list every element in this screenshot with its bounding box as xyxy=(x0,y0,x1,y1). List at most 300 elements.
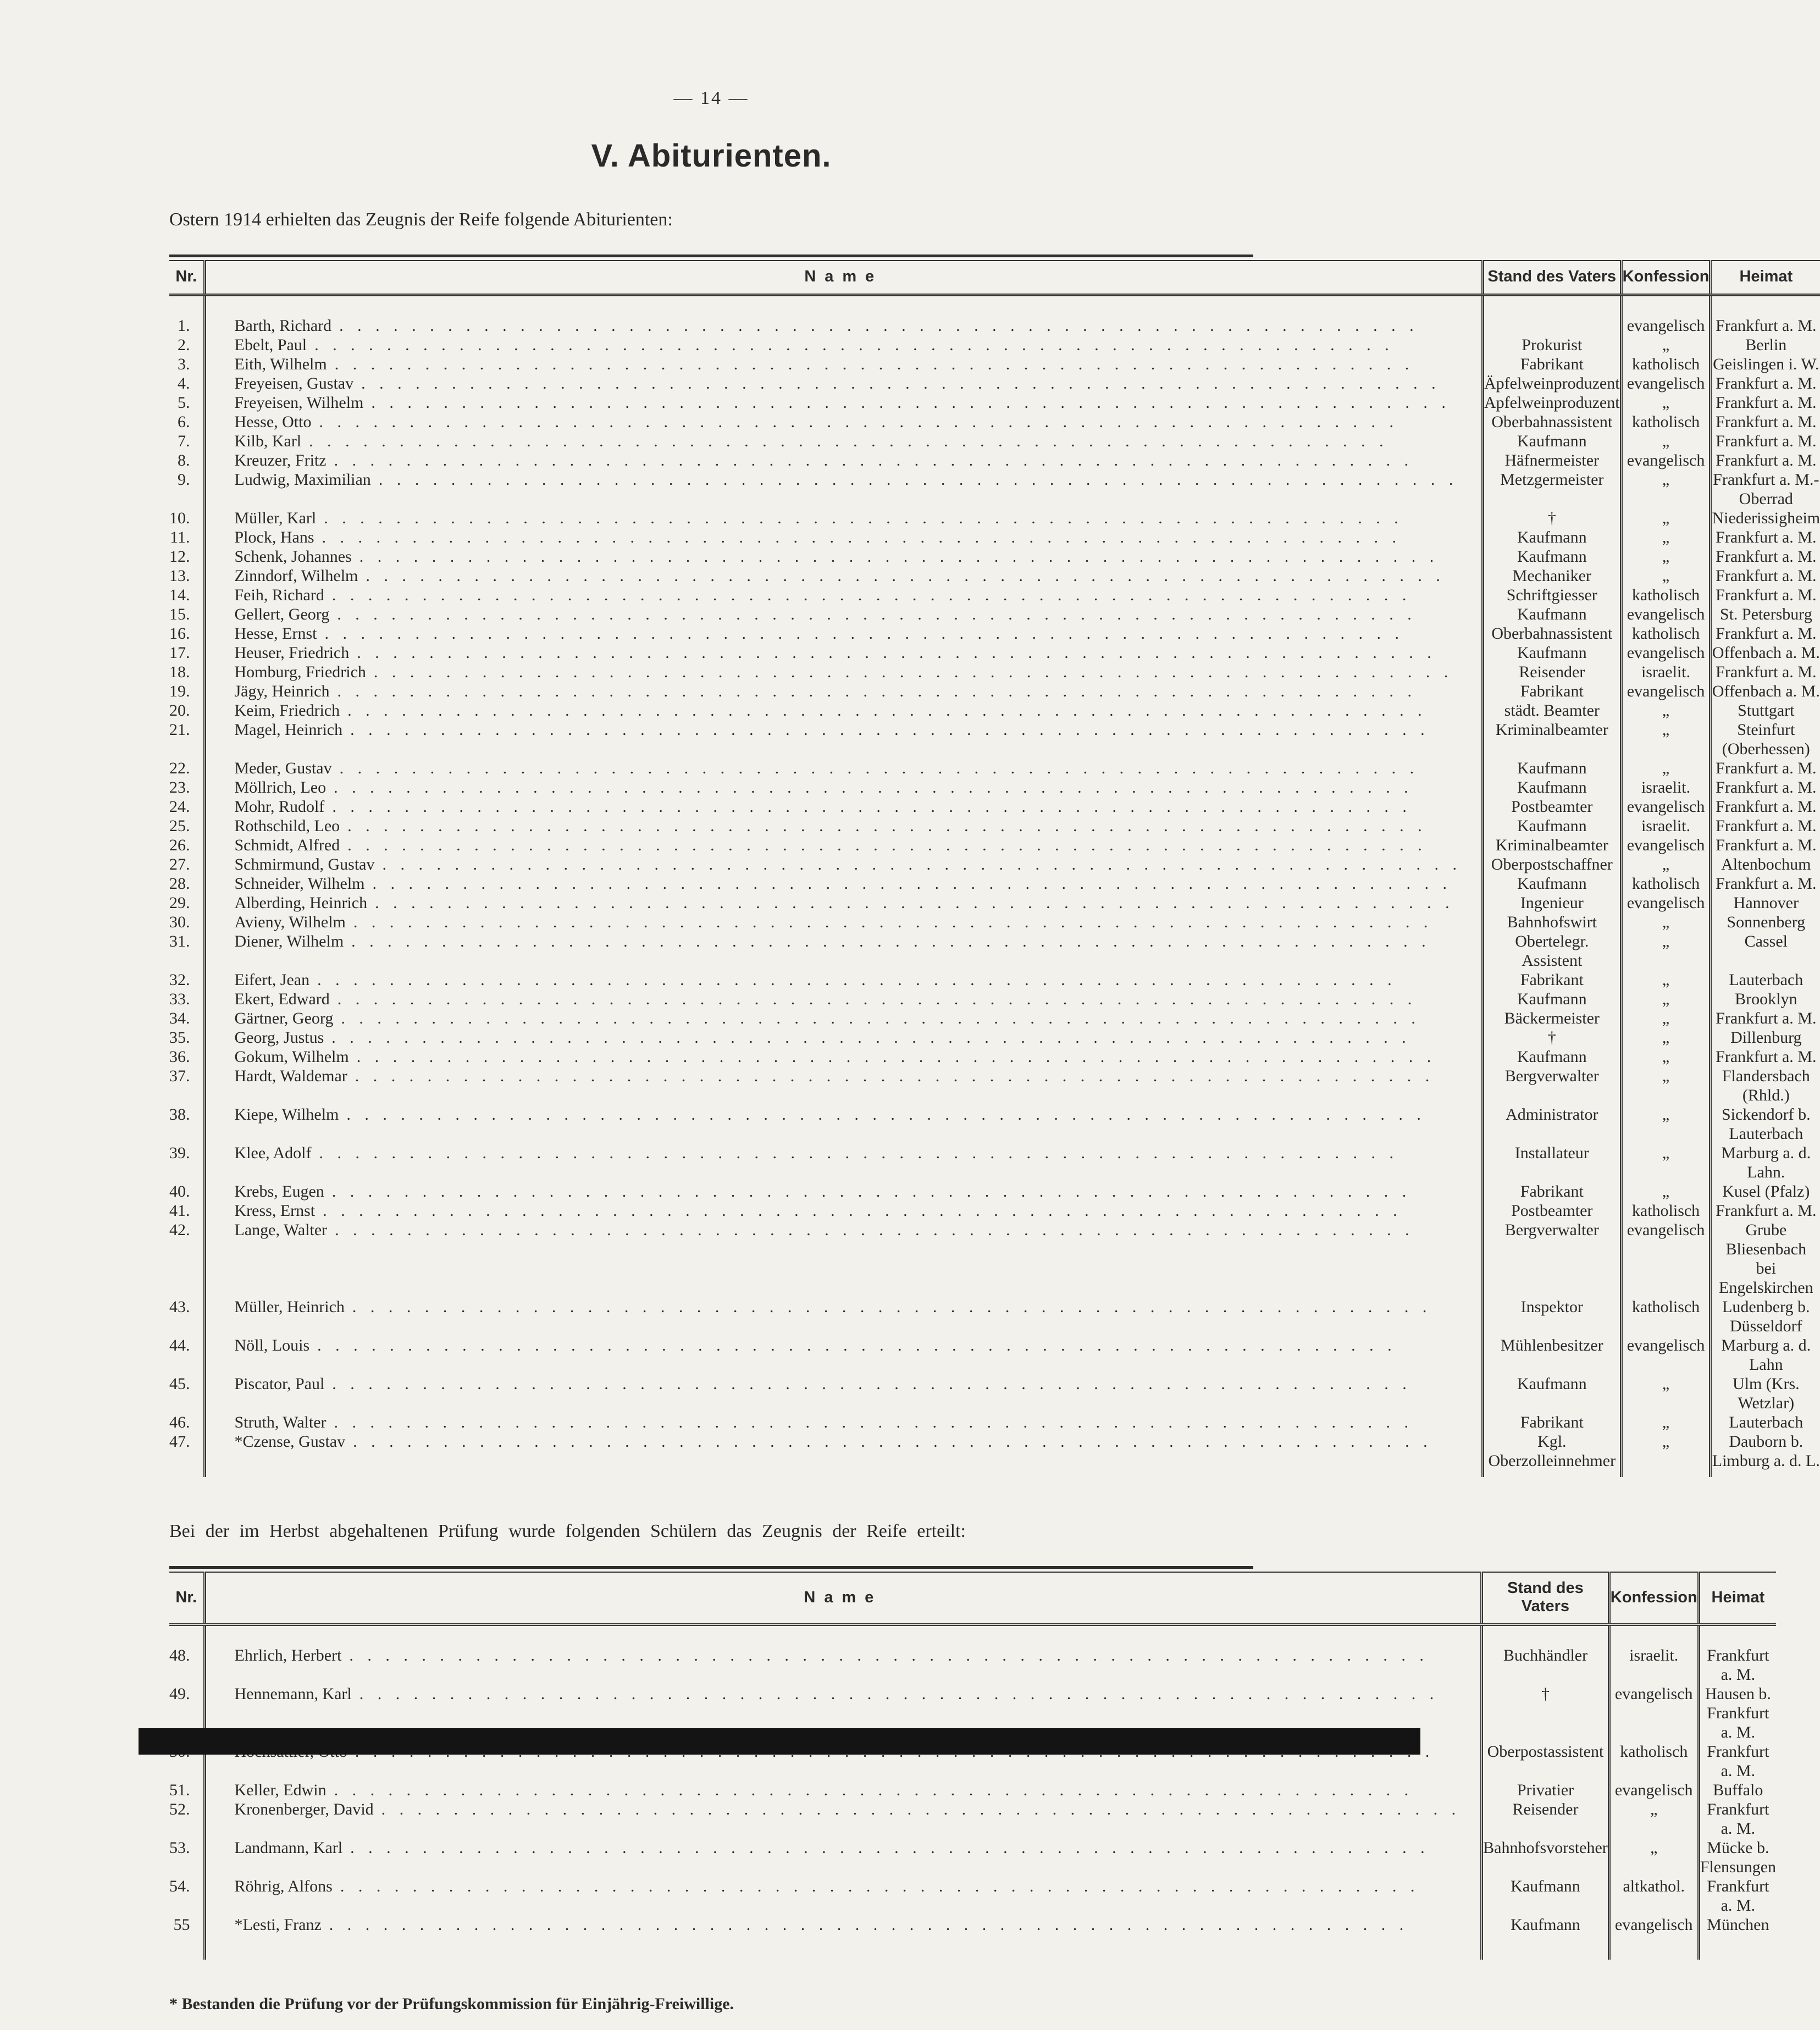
hometown: Frankfurt a. M. xyxy=(1711,662,1820,682)
student-name: Kress, Ernst xyxy=(234,1202,316,1220)
student-name: Barth, Richard xyxy=(234,317,332,335)
table-row xyxy=(169,643,1820,662)
hometown: Lauterbach xyxy=(1711,1413,1820,1432)
row-number: 49. xyxy=(169,1685,190,1703)
table-row xyxy=(169,720,1820,759)
table-row xyxy=(169,1182,1820,1201)
dot-leader xyxy=(309,1336,1462,1355)
name-cell xyxy=(204,1877,1482,1915)
column-header-heimat: Heimat xyxy=(1711,261,1820,295)
student-name: Ludwig, Maximilian xyxy=(234,471,371,489)
name-cell xyxy=(204,816,1483,836)
dot-leader xyxy=(311,1143,1462,1163)
dot-leader xyxy=(322,1915,1461,1934)
student-name: Ekert, Edward xyxy=(234,990,330,1008)
student-name: Ebelt, Paul xyxy=(234,336,307,354)
father-occupation: städt. Beamter xyxy=(1483,701,1622,720)
student-name: Jägy, Heinrich xyxy=(234,682,330,700)
table-row xyxy=(169,528,1820,547)
father-occupation: Ingenieur xyxy=(1483,893,1622,912)
hometown: Mücke b. Flensungen xyxy=(1699,1838,1776,1877)
confession: katholisch xyxy=(1621,624,1711,643)
father-occupation: Mechaniker xyxy=(1483,566,1622,585)
hometown: Offenbach a. M. xyxy=(1711,643,1820,662)
dot-leader xyxy=(326,778,1462,797)
student-name: Röhrig, Alfons xyxy=(234,1877,333,1895)
row-number: 45. xyxy=(169,1375,190,1393)
dot-leader xyxy=(311,412,1462,432)
name-cell xyxy=(204,566,1483,585)
father-occupation: Kaufmann xyxy=(1483,643,1622,662)
father-occupation: Bäckermeister xyxy=(1483,1009,1622,1028)
dot-leader xyxy=(352,547,1462,566)
row-number: 55 xyxy=(173,1916,190,1934)
dot-leader xyxy=(375,855,1462,874)
student-name: Piscator, Paul xyxy=(234,1375,325,1393)
column-header-name: Name xyxy=(204,1572,1482,1625)
table-row xyxy=(169,1432,1820,1477)
student-name: Möllrich, Leo xyxy=(234,778,327,796)
name-cell xyxy=(204,989,1483,1009)
father-occupation: Administrator xyxy=(1483,1105,1622,1143)
hometown: Frankfurt a. M. xyxy=(1711,778,1820,797)
father-occupation: Kriminalbeamter xyxy=(1483,836,1622,855)
row-number: 19. xyxy=(169,682,190,700)
confession: evangelisch xyxy=(1621,295,1711,336)
row-number: 47. xyxy=(169,1432,190,1451)
dot-leader xyxy=(330,989,1462,1009)
table-row xyxy=(169,1838,1776,1877)
name-cell xyxy=(204,1028,1483,1047)
confession: „ xyxy=(1621,432,1711,451)
row-number: 52. xyxy=(169,1800,190,1818)
name-cell xyxy=(204,1182,1483,1201)
name-cell xyxy=(204,432,1483,451)
dot-leader xyxy=(374,1800,1461,1819)
father-occupation: Kaufmann xyxy=(1483,989,1622,1009)
dot-leader xyxy=(332,759,1462,778)
table-row xyxy=(169,701,1820,720)
column-header-stand: Stand des Vaters xyxy=(1482,1572,1609,1625)
scan-artifact-bar xyxy=(139,1728,1420,1755)
dot-leader xyxy=(339,1105,1462,1124)
dot-leader xyxy=(352,1684,1461,1703)
confession: „ xyxy=(1621,720,1711,759)
table-row xyxy=(169,1028,1820,1047)
father-occupation xyxy=(1483,295,1622,336)
hometown: Frankfurt a. M. xyxy=(1711,797,1820,816)
hometown: Frankfurt a. M. xyxy=(1711,451,1820,470)
table-row xyxy=(169,1336,1820,1374)
name-cell xyxy=(204,624,1483,643)
dot-leader xyxy=(316,508,1462,528)
row-number: 20. xyxy=(169,701,190,720)
father-occupation: Kaufmann xyxy=(1482,1915,1609,1960)
dot-leader xyxy=(329,605,1462,624)
row-number: 26. xyxy=(169,836,190,854)
confession: „ xyxy=(1621,566,1711,585)
name-cell xyxy=(204,643,1483,662)
dot-leader xyxy=(371,470,1462,489)
confession: katholisch xyxy=(1621,1297,1711,1336)
table-row xyxy=(169,1780,1776,1800)
father-occupation: Mühlenbesitzer xyxy=(1483,1336,1622,1374)
dot-leader xyxy=(324,797,1462,816)
student-name: Meder, Gustav xyxy=(234,759,332,777)
autumn-table-header xyxy=(169,1572,1776,1625)
student-name: Feih, Richard xyxy=(234,586,324,604)
table-row xyxy=(169,374,1820,393)
row-number: 42. xyxy=(169,1221,190,1239)
row-number: 44. xyxy=(169,1336,190,1354)
dot-leader xyxy=(346,912,1462,932)
table-row xyxy=(169,1877,1776,1915)
student-name: Alberding, Heinrich xyxy=(234,894,368,912)
row-number: 5. xyxy=(178,394,190,412)
column-header-name: Name xyxy=(204,261,1483,295)
hometown: Sickendorf b. Lauterbach xyxy=(1711,1105,1820,1143)
dot-leader xyxy=(307,335,1462,355)
name-cell xyxy=(204,1780,1482,1800)
father-occupation: Kaufmann xyxy=(1483,605,1622,624)
student-name: Kilb, Karl xyxy=(234,432,302,450)
dot-leader xyxy=(314,528,1462,547)
student-name: Zinndorf, Wilhelm xyxy=(234,567,358,585)
student-name: Struth, Walter xyxy=(234,1413,327,1431)
confession: „ xyxy=(1621,970,1711,989)
row-number: 36. xyxy=(169,1048,190,1066)
hometown: Frankfurt a. M. xyxy=(1711,836,1820,855)
hometown: Frankfurt a. M. xyxy=(1711,374,1820,393)
father-occupation: Bergverwalter xyxy=(1483,1220,1622,1297)
dot-leader xyxy=(327,355,1462,374)
confession: „ xyxy=(1621,508,1711,528)
row-number: 1. xyxy=(178,317,190,335)
student-name: *Czense, Gustav xyxy=(234,1432,346,1451)
dot-leader xyxy=(364,874,1462,893)
confession: evangelisch xyxy=(1621,893,1711,912)
hometown: Frankfurt a. M. xyxy=(1699,1800,1776,1838)
row-number: 35. xyxy=(169,1028,190,1047)
row-number: 4. xyxy=(178,374,190,392)
hometown: Frankfurt a. M. xyxy=(1711,1201,1820,1220)
father-occupation: Kaufmann xyxy=(1483,432,1622,451)
student-name: Hesse, Ernst xyxy=(234,624,317,643)
table-row xyxy=(169,566,1820,585)
hometown: Frankfurt a. M. xyxy=(1711,432,1820,451)
row-number: 48. xyxy=(169,1646,190,1664)
table-row xyxy=(169,355,1820,374)
dot-leader xyxy=(349,643,1462,662)
father-occupation: Oberbahnassistent xyxy=(1483,624,1622,643)
father-occupation: Häfnermeister xyxy=(1483,451,1622,470)
name-cell xyxy=(204,393,1483,412)
father-occupation: Bahnhofswirt xyxy=(1483,912,1622,932)
hometown: Kusel (Pfalz) xyxy=(1711,1182,1820,1201)
confession: evangelisch xyxy=(1621,605,1711,624)
dot-leader xyxy=(324,1028,1462,1047)
row-number: 38. xyxy=(169,1105,190,1124)
father-occupation: Prokurist xyxy=(1483,335,1622,355)
student-name: Keim, Friedrich xyxy=(234,701,340,720)
easter-table xyxy=(169,260,1820,1477)
hometown: Dauborn b. Limburg a. d. L. xyxy=(1711,1432,1820,1477)
confession: evangelisch xyxy=(1621,1220,1711,1297)
dot-leader xyxy=(327,1780,1461,1800)
student-name: Müller, Karl xyxy=(234,509,317,527)
dot-leader xyxy=(340,701,1462,720)
name-cell xyxy=(204,1105,1483,1143)
row-number: 22. xyxy=(169,759,190,777)
hometown: Ulm (Krs. Wetzlar) xyxy=(1711,1374,1820,1413)
name-cell xyxy=(204,970,1483,989)
table-row xyxy=(169,432,1820,451)
table-row xyxy=(169,970,1820,989)
name-cell xyxy=(204,1220,1483,1297)
row-number: 46. xyxy=(169,1413,190,1431)
father-occupation: Oberpostassistent xyxy=(1482,1742,1609,1780)
father-occupation: Kaufmann xyxy=(1482,1877,1609,1915)
name-cell xyxy=(204,412,1483,432)
table-row xyxy=(169,412,1820,432)
table-row xyxy=(169,624,1820,643)
name-cell xyxy=(204,1800,1482,1838)
dot-leader xyxy=(324,585,1462,605)
name-cell xyxy=(204,1374,1483,1413)
hometown: Flandersbach (Rhld.) xyxy=(1711,1066,1820,1105)
hometown: Cassel xyxy=(1711,932,1820,970)
hometown: Frankfurt a. M. xyxy=(1711,295,1820,336)
name-cell xyxy=(204,836,1483,855)
hometown: Dillenburg xyxy=(1711,1028,1820,1047)
student-name: Hardt, Waldemar xyxy=(234,1067,347,1085)
confession: „ xyxy=(1621,701,1711,720)
name-cell xyxy=(204,1915,1482,1960)
hometown: Sonnenberg xyxy=(1711,912,1820,932)
dot-leader xyxy=(324,1374,1462,1393)
student-name: Freyeisen, Wilhelm xyxy=(234,394,364,412)
hometown: Brooklyn xyxy=(1711,989,1820,1009)
confession: „ xyxy=(1621,912,1711,932)
hometown: Hannover xyxy=(1711,893,1820,912)
confession: katholisch xyxy=(1621,874,1711,893)
row-number: 8. xyxy=(178,451,190,469)
confession: israelit. xyxy=(1621,816,1711,836)
name-cell xyxy=(204,778,1483,797)
table-row xyxy=(169,893,1820,912)
dot-leader xyxy=(347,1066,1462,1086)
father-occupation: Kaufmann xyxy=(1483,528,1622,547)
student-name: Gellert, Georg xyxy=(234,605,330,623)
row-number: 18. xyxy=(169,663,190,681)
confession: evangelisch xyxy=(1609,1915,1699,1960)
table-row xyxy=(169,855,1820,874)
hometown: Frankfurt a. M. xyxy=(1711,816,1820,836)
dot-leader xyxy=(342,1838,1461,1857)
table-row xyxy=(169,1047,1820,1066)
row-number: 43. xyxy=(169,1298,190,1316)
easter-table-header xyxy=(169,261,1820,295)
confession: israelit. xyxy=(1621,778,1711,797)
hometown: Ludenberg b. Düsseldorf xyxy=(1711,1297,1820,1336)
confession: evangelisch xyxy=(1621,451,1711,470)
confession: evangelisch xyxy=(1621,374,1711,393)
student-name: Hesse, Otto xyxy=(234,413,312,431)
table-row xyxy=(169,335,1820,355)
table-row xyxy=(169,662,1820,682)
hometown: Altenbochum xyxy=(1711,855,1820,874)
dot-leader xyxy=(342,720,1462,739)
father-occupation: Reisender xyxy=(1482,1800,1609,1838)
row-number: 30. xyxy=(169,913,190,931)
father-occupation: Kriminalbeamter xyxy=(1483,720,1622,759)
name-cell xyxy=(204,797,1483,816)
table-row xyxy=(169,1220,1820,1297)
hometown: Frankfurt a. M. xyxy=(1699,1742,1776,1780)
hometown: Grube Bliesenbach bei Engelskirchen xyxy=(1711,1220,1820,1297)
confession: „ xyxy=(1621,335,1711,355)
dot-leader xyxy=(358,566,1462,585)
student-name: Keller, Edwin xyxy=(234,1781,327,1799)
student-name: Eith, Wilhelm xyxy=(234,355,327,373)
hometown: Frankfurt a. M. xyxy=(1699,1625,1776,1685)
table-row xyxy=(169,778,1820,797)
father-occupation: Kaufmann xyxy=(1483,547,1622,566)
confession: evangelisch xyxy=(1621,682,1711,701)
easter-table-body xyxy=(169,295,1820,1478)
intro-autumn: Bei der im Herbst abgehaltenen Prüfung wurde folgenden Schülern das Zeugnis der Reife erteilt: xyxy=(169,1521,966,1541)
father-occupation: Metzgermeister xyxy=(1483,470,1622,508)
name-cell xyxy=(204,335,1483,355)
row-number: 37. xyxy=(169,1067,190,1085)
father-occupation: Apfelweinproduzent xyxy=(1483,393,1622,412)
table-row xyxy=(169,1009,1820,1028)
table-row xyxy=(169,682,1820,701)
hometown: Frankfurt a. M. xyxy=(1711,624,1820,643)
hometown: Frankfurt a. M. xyxy=(1711,566,1820,585)
dot-leader xyxy=(363,393,1462,412)
father-occupation: Fabrikant xyxy=(1483,355,1622,374)
dot-leader xyxy=(344,932,1462,951)
confession: evangelisch xyxy=(1621,836,1711,855)
table-row xyxy=(169,393,1820,412)
confession: katholisch xyxy=(1621,1201,1711,1220)
column-header-nr: Nr. xyxy=(169,261,204,295)
confession: evangelisch xyxy=(1609,1684,1699,1742)
hometown: Offenbach a. M. xyxy=(1711,682,1820,701)
student-name: Ehrlich, Herbert xyxy=(234,1646,342,1664)
dot-leader xyxy=(330,682,1462,701)
name-cell xyxy=(204,759,1483,778)
row-number: 15. xyxy=(169,605,190,623)
column-header-konfession: Konfession xyxy=(1621,261,1711,295)
table-row xyxy=(169,1625,1776,1685)
confession: „ xyxy=(1621,1009,1711,1028)
table-row xyxy=(169,1297,1820,1336)
father-occupation: Fabrikant xyxy=(1483,1413,1622,1432)
name-cell xyxy=(204,1625,1482,1685)
father-occupation: Fabrikant xyxy=(1483,1182,1622,1201)
father-occupation: Kaufmann xyxy=(1483,1047,1622,1066)
confession: katholisch xyxy=(1621,585,1711,605)
table-row xyxy=(169,470,1820,508)
dot-leader xyxy=(340,816,1462,836)
student-name: Homburg, Friedrich xyxy=(234,663,366,681)
name-cell xyxy=(204,893,1483,912)
confession: katholisch xyxy=(1609,1742,1699,1780)
confession: „ xyxy=(1621,547,1711,566)
intro-easter: Ostern 1914 erhielten das Zeugnis der Reife folgende Abiturienten: xyxy=(169,209,673,230)
row-number: 7. xyxy=(178,432,190,450)
confession: altkathol. xyxy=(1609,1877,1699,1915)
father-occupation: Kaufmann xyxy=(1483,874,1622,893)
student-name: Krebs, Eugen xyxy=(234,1182,324,1201)
name-cell xyxy=(204,682,1483,701)
student-name: Kreuzer, Fritz xyxy=(234,451,327,469)
table-row xyxy=(169,816,1820,836)
name-cell xyxy=(204,1047,1483,1066)
name-cell xyxy=(204,295,1483,336)
hometown: Geislingen i. W. xyxy=(1711,355,1820,374)
hometown: Niederissigheim xyxy=(1711,508,1820,528)
confession: evangelisch xyxy=(1621,797,1711,816)
father-occupation: Kgl. Oberzolleinnehmer xyxy=(1483,1432,1622,1477)
table-row xyxy=(169,989,1820,1009)
dot-leader xyxy=(317,624,1462,643)
hometown: München xyxy=(1699,1915,1776,1960)
table-row xyxy=(169,605,1820,624)
student-name: Gärtner, Georg xyxy=(234,1009,334,1027)
confession: evangelisch xyxy=(1621,1336,1711,1374)
table-top-rule xyxy=(169,1566,1253,1569)
father-occupation: † xyxy=(1483,508,1622,528)
row-number: 24. xyxy=(169,798,190,816)
father-occupation: Buchhändler xyxy=(1482,1625,1609,1685)
confession: „ xyxy=(1609,1838,1699,1877)
father-occupation: Schriftgiesser xyxy=(1483,585,1622,605)
confession: „ xyxy=(1621,932,1711,970)
student-name: Kronenberger, David xyxy=(234,1800,374,1818)
student-name: Magel, Heinrich xyxy=(234,721,343,739)
table-row xyxy=(169,836,1820,855)
hometown: Frankfurt a. M. xyxy=(1711,1047,1820,1066)
father-occupation: Inspektor xyxy=(1483,1297,1622,1336)
dot-leader xyxy=(301,432,1462,451)
page-title: V. Abiturienten. xyxy=(591,138,832,174)
row-number: 32. xyxy=(169,971,190,989)
father-occupation: Postbeamter xyxy=(1483,797,1622,816)
table-row xyxy=(169,759,1820,778)
father-occupation: Bahnhofsvorsteher xyxy=(1482,1838,1609,1877)
student-name: Mohr, Rudolf xyxy=(234,798,325,816)
father-occupation: Reisender xyxy=(1483,662,1622,682)
hometown: Marburg a. d. Lahn. xyxy=(1711,1143,1820,1182)
row-number: 54. xyxy=(169,1877,190,1895)
confession: „ xyxy=(1621,1374,1711,1413)
row-number: 3. xyxy=(178,355,190,373)
hometown: Frankfurt a. M. xyxy=(1711,1009,1820,1028)
father-occupation: Installateur xyxy=(1483,1143,1622,1182)
hometown: Marburg a. d. Lahn xyxy=(1711,1336,1820,1374)
father-occupation: Kaufmann xyxy=(1483,778,1622,797)
student-name: Georg, Justus xyxy=(234,1028,324,1047)
name-cell xyxy=(204,1066,1483,1105)
name-cell xyxy=(204,874,1483,893)
dot-leader xyxy=(324,1182,1462,1201)
father-occupation: Kaufmann xyxy=(1483,759,1622,778)
confession: „ xyxy=(1621,1105,1711,1143)
student-name: Heuser, Friedrich xyxy=(234,644,350,662)
